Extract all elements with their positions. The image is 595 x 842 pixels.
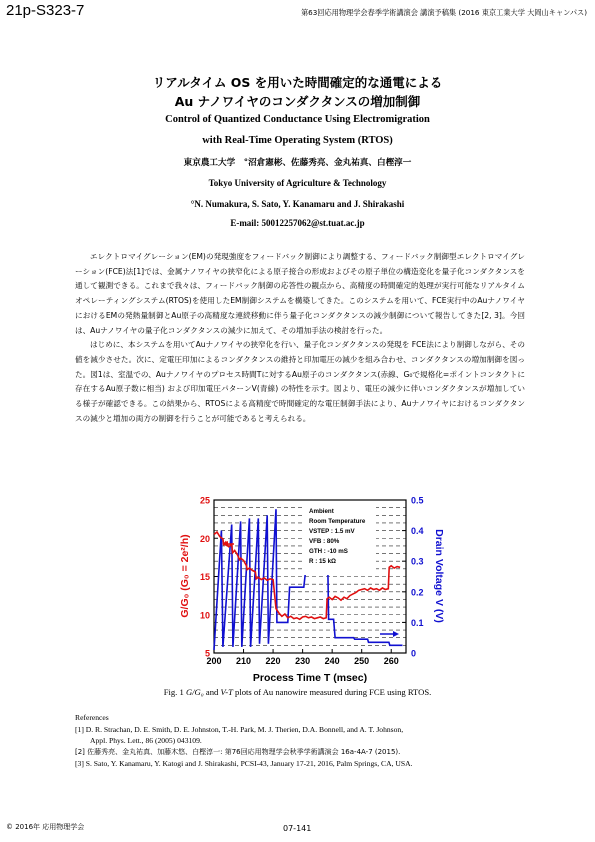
x-tick-label: 250 bbox=[354, 656, 370, 666]
x-tick-label: 230 bbox=[295, 656, 311, 666]
annotation-line-2: VSTEP : 1.5 mV bbox=[309, 528, 355, 535]
x-tick-label: 200 bbox=[206, 656, 222, 666]
annotation-line-1: Room Temperature bbox=[309, 518, 366, 525]
right-tick-label: 0.5 bbox=[411, 495, 424, 506]
annotation-line-0: Ambient bbox=[309, 508, 334, 515]
blue-arrow-head bbox=[393, 631, 399, 637]
paragraph-1: エレクトロマイグレーション(EM)の発現強度をフィードバック制御により調整する、フィードバック制御型エレクトロマイグレーション(FCE)法[1]では、金属ナノワイヤの狭窄化による原子接合の形成およびその原子単位の構造変化を量子化コンダクタンスを通して観測できる。これまで我々は、フィードバック制御の応答性の観点から、高精度の時間確定的処理が実行可能なリアルタイムオペレーティングシステム(RTOS)を使用したEM制御システムを構築してきた。このシステムを用いて、FCE実行中のAuナノワイヤにおけるEMの発熱量制御とAu原子の高精度な連続移動に伴う量子化コンダクタンスの減少制御について報告してきた[2, 3]。今回は、Auナノワイヤの量子化コンダクタンスの減少に加えて、その増加手法の検討を行った。 bbox=[75, 252, 525, 335]
title-ja-line2: Au ナノワイヤのコンダクタンスの増加制御 bbox=[174, 94, 421, 109]
references-heading: References bbox=[75, 713, 109, 722]
left-tick-label: 10 bbox=[199, 610, 210, 621]
caption-symbol-vt: V-T bbox=[220, 687, 233, 697]
left-tick-label: 5 bbox=[204, 648, 210, 659]
references bbox=[75, 712, 525, 770]
annotation-line-5: R : 15 kΩ bbox=[309, 558, 336, 565]
x-tick-label: 220 bbox=[265, 656, 281, 666]
left-tick-label: 25 bbox=[199, 495, 210, 506]
right-axis-label: Drain Voltage V (V) bbox=[433, 529, 445, 623]
annotation-line-4: GTH : -10 mS bbox=[309, 548, 348, 555]
affiliation-en: Tokyo University of Agriculture & Technology bbox=[208, 178, 387, 188]
left-tick-label: 20 bbox=[199, 533, 210, 544]
paper-id: 21p-S323-7 bbox=[6, 2, 85, 19]
caption-prefix: Fig. 1 bbox=[163, 687, 184, 697]
figure-caption bbox=[0, 687, 595, 697]
right-tick-label: 0 bbox=[411, 648, 417, 659]
conference-header: 第63回応用物理学会春季学術講演会 講演予稿集 (2016 東京工業大学 大岡山キャンパス) bbox=[300, 8, 587, 17]
caption-rest: plots of Au nanowire measured during FCE using RTOS. bbox=[232, 687, 432, 697]
caption-symbol-g: G/G₀ bbox=[185, 687, 204, 697]
reference-1: [1] D. R. Strachan, D. E. Smith, D. E. Johnston, T.-H. Park, M. J. Therien, D.A. Bonnell, and A. T. Johnson, bbox=[75, 724, 404, 734]
title-ja-line1: リアルタイム OS を用いた時間確定的な通電による bbox=[152, 75, 443, 90]
reference-1-cont: Appl. Phys. Lett., 86 (2005) 043109. bbox=[90, 736, 202, 746]
paragraph-2: はじめに、本システムを用いてAuナノワイヤの狭窄化を行い、量子化コンダクタンスの発現を FCE法により制御しながら、その値を減少させた。次に、定電圧印加によるコンダクタンスの維持と印加電圧の減少を組み合わせ、コンダクタンスの増加制御を図った。図1は、室温での、Auナノワイヤのプロセス時間Tに対するAu原子のコンダクタンス(赤線、G₀で規格化=ポイントコンタクトに存在するAu原子数に相当) および印加電圧パターンV(青線) の特性を示す。図より、電圧の減少に伴いコンダクタンスが増加している様子が確認できる。この結果から、RTOSによる高精度で時間確定的な電圧制御手法により、Auナノワイヤにおけるコンダクタンスの減少と増加の両方の制御を行うことが可能であると考えられる。 bbox=[75, 340, 525, 423]
x-axis-label: Process Time T (msec) bbox=[252, 672, 368, 684]
authors-ja: 東京農工大学 °沼倉憲彬、佐藤秀亮、金丸祐真、白樫淳一 bbox=[183, 158, 412, 168]
right-tick-label: 0.3 bbox=[411, 556, 424, 567]
x-tick-label: 240 bbox=[324, 656, 340, 666]
reference-3: [3] S. Sato, Y. Kanamaru, Y. Katogi and J. Shirakashi, PCSI-43, January 17-21, 2016, Palm Springs, CA, USA. bbox=[75, 759, 413, 769]
email: E-mail: 50012257062@st.tuat.ac.jp bbox=[230, 218, 365, 228]
caption-and: and bbox=[203, 687, 221, 697]
reference-2: [2] 佐藤秀亮、金丸祐真、加藤木悠、白樫淳一: 第76回応用物理学会秋季学術講演会 16a-4A-7 (2015). bbox=[75, 747, 401, 756]
title-en-line2: with Real-Time Operating System (RTOS) bbox=[202, 135, 393, 146]
x-tick-label: 210 bbox=[236, 656, 252, 666]
x-axis-ticks bbox=[206, 649, 398, 666]
x-tick-label: 260 bbox=[383, 656, 399, 666]
title-en-line1: Control of Quantized Conductance Using Electromigration bbox=[165, 114, 430, 125]
authors-en: °N. Numakura, S. Sato, Y. Kanamaru and J. Shirakashi bbox=[190, 199, 405, 209]
footer-copyright: © 2016年 応用物理学会 bbox=[6, 823, 85, 831]
left-axis-label: G/G₀ (G₀ = 2e²/h) bbox=[179, 534, 191, 618]
footer-page-number: 07-141 bbox=[283, 824, 312, 833]
body-text bbox=[75, 250, 525, 426]
right-tick-label: 0.2 bbox=[411, 587, 424, 598]
annotation-box bbox=[303, 503, 376, 575]
right-tick-label: 0.1 bbox=[411, 617, 424, 628]
figure-1-chart bbox=[168, 492, 450, 687]
annotation-line-3: VFB : 80% bbox=[309, 538, 340, 545]
left-tick-label: 15 bbox=[199, 572, 210, 582]
right-tick-label: 0.4 bbox=[411, 526, 424, 537]
right-axis-ticks bbox=[402, 496, 424, 659]
